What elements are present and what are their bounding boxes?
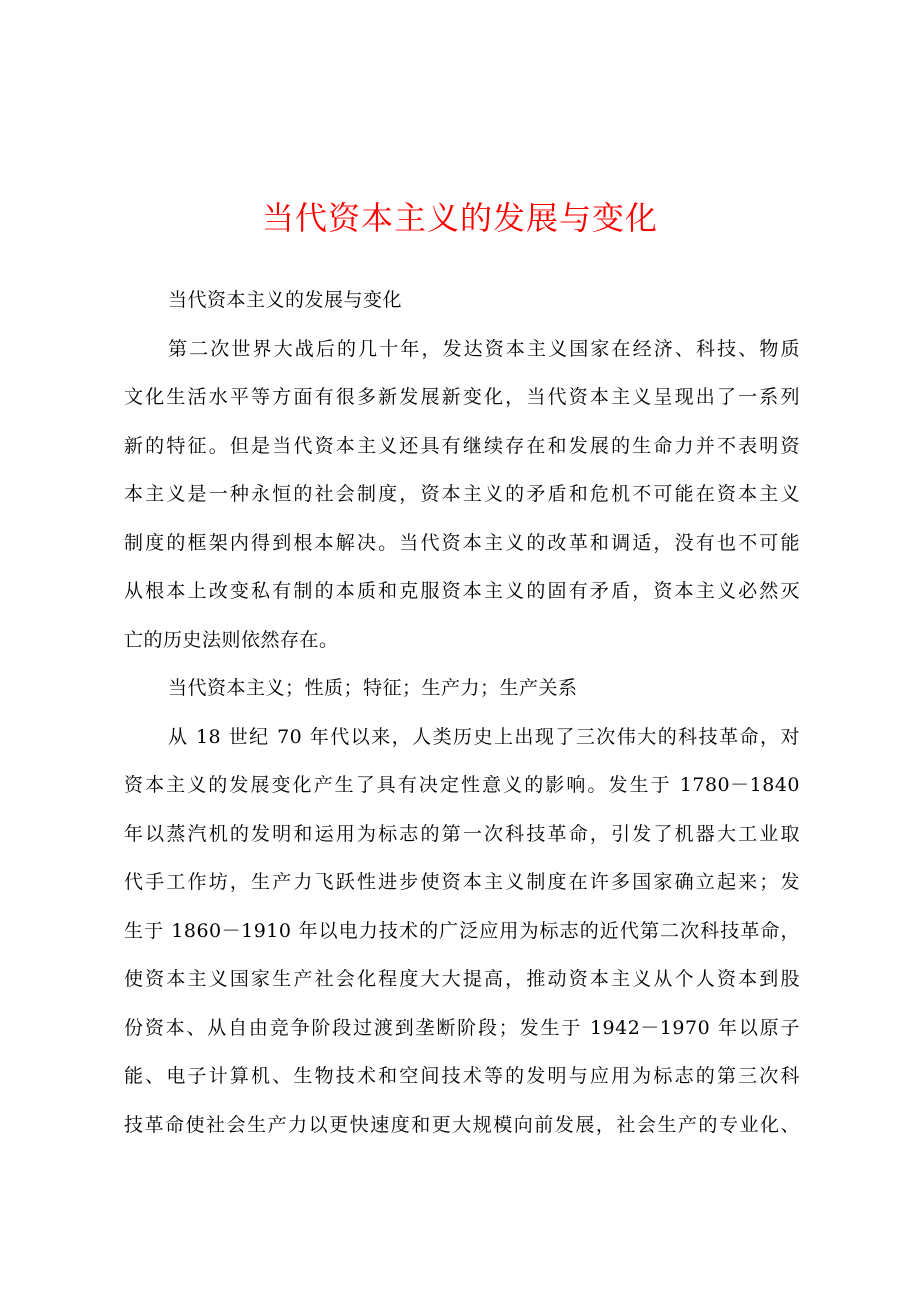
body-line: 技革命使社会生产力以更快速度和更大规模向前发展，社会生产的专业化、 [124, 1113, 800, 1136]
subtitle-line: 当代资本主义的发展与变化 [168, 289, 403, 311]
abstract-line: 新的特征。但是当代资本主义还具有继续存在和发展的生命力并不表明资 [124, 434, 800, 457]
abstract-line: 制度的框架内得到根本解决。当代资本主义的改革和调适，没有也不可能 [124, 531, 800, 554]
body-line: 能、电子计算机、生物技术和空间技术等的发明与应用为标志的第三次科 [124, 1065, 800, 1087]
body-line: 份资本、从自由竞争阶段过渡到垄断阶段；发生于 1942－1970 年以原子 [124, 1016, 800, 1039]
keywords-line: 当代资本主义；性质；特征；生产力；生产关系 [168, 677, 578, 699]
body-line: 从 18 世纪 70 年代以来，人类历史上出现了三次伟大的科技革命，对 [168, 725, 800, 748]
document-body [124, 276, 800, 1149]
abstract-line: 文化生活水平等方面有很多新发展新变化，当代资本主义呈现出了一系列 [124, 386, 800, 408]
abstract-line: 第二次世界大战后的几十年，发达资本主义国家在经济、科技、物质 [168, 337, 800, 360]
body-line: 生于 1860－1910 年以电力技术的广泛应用为标志的近代第二次科技革命， [124, 919, 800, 942]
body-line: 资本主义的发展变化产生了具有决定性意义的影响。发生于 1780－1840 [124, 774, 800, 796]
body-line: 年以蒸汽机的发明和运用为标志的第一次科技革命，引发了机器大工业取 [124, 822, 800, 845]
abstract-line: 亡的历史法则依然存在。 [124, 628, 339, 651]
body-line: 代手工作坊，生产力飞跃性进步使资本主义制度在许多国家确立起来；发 [124, 871, 800, 893]
document-title: 当代资本主义的发展与变化 [261, 199, 658, 237]
abstract-line: 本主义是一种永恒的社会制度，资本主义的矛盾和危机不可能在资本主义 [124, 483, 800, 505]
body-line: 使资本主义国家生产社会化程度大大提高，推动资本主义从个人资本到股 [124, 968, 800, 990]
abstract-line: 从根本上改变私有制的本质和克服资本主义的固有矛盾，资本主义必然灭 [124, 580, 800, 602]
